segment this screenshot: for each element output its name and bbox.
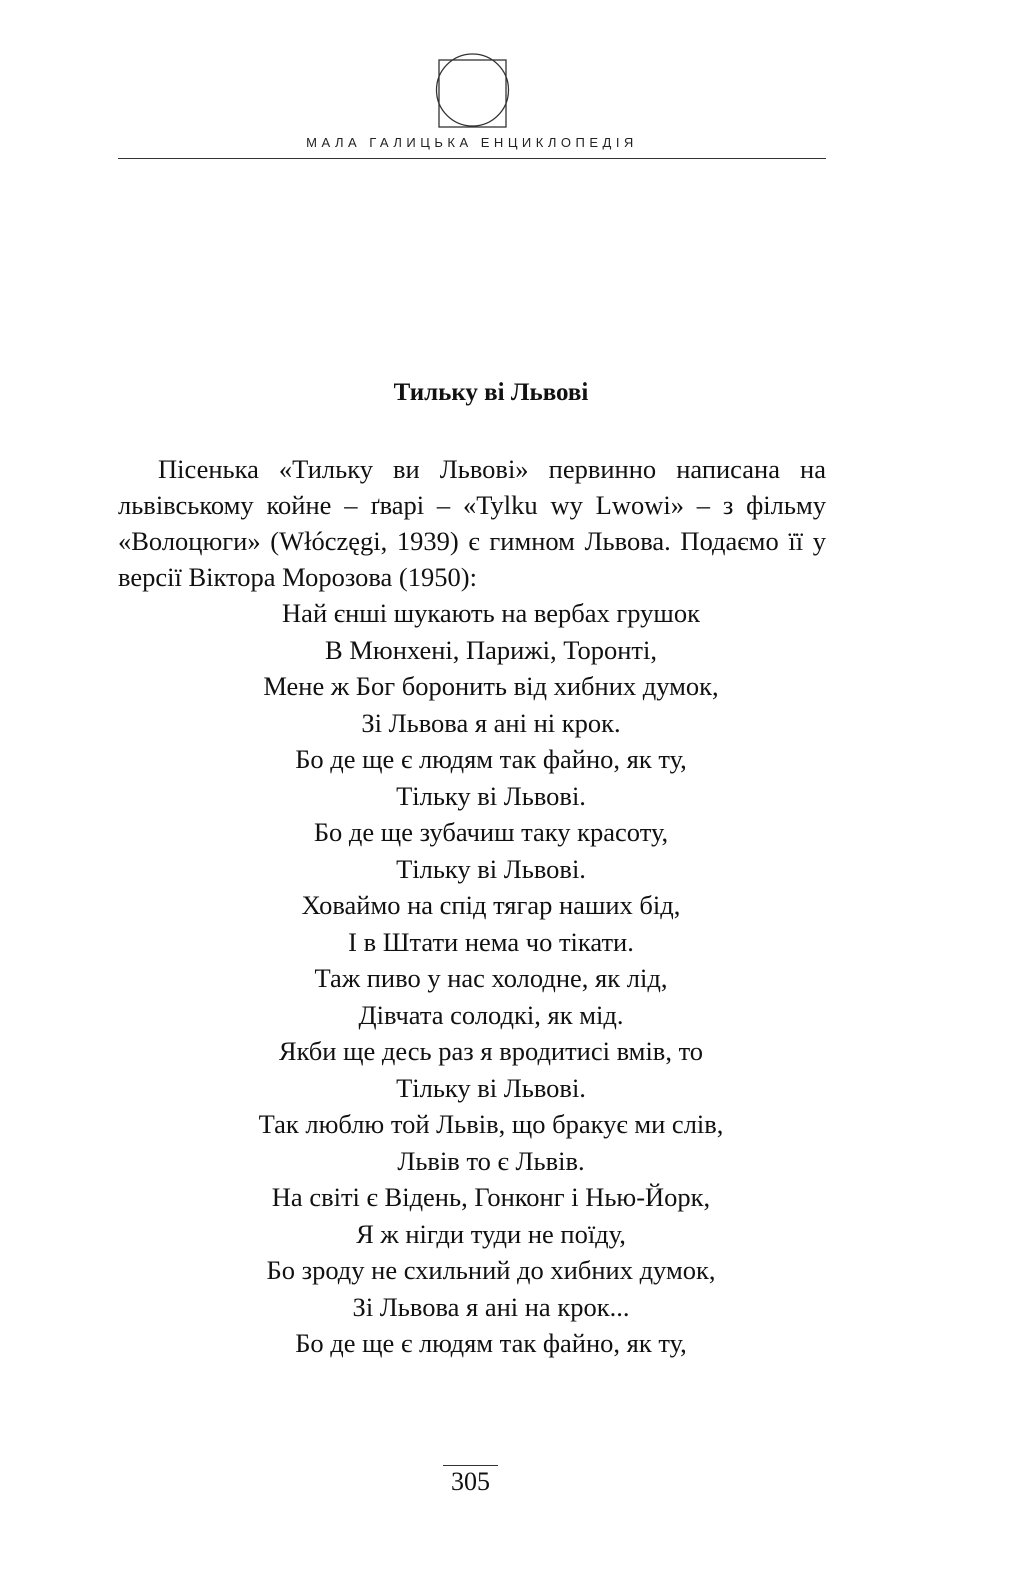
poem-line: Якби ще десь раз я вродитисі вмів, то xyxy=(278,1036,704,1066)
poem-lyrics xyxy=(118,595,864,1362)
poem-line: Мене ж Бог боронить від хибних думок, xyxy=(263,671,719,701)
article-title: Тильку ві Львові xyxy=(393,379,589,406)
poem-line: На світі є Відень, Гонконг і Нью-Йорк, xyxy=(271,1182,711,1212)
running-header-title: МАЛА ГАЛИЦЬКА ЕНЦИКЛОПЕДІЯ xyxy=(306,135,638,150)
poem-line: Най єнші шукають на вербах грушок xyxy=(282,598,700,628)
poem-line: Дівчата солодкі, як мід. xyxy=(358,999,624,1030)
poem-line: Бо де ще зубачиш таку красоту, xyxy=(313,817,669,847)
poem-line: Тільку ві Львові. xyxy=(396,853,586,884)
poem-line: Тільку ві Львові. xyxy=(396,780,586,811)
poem-line: Львів то є Львів. xyxy=(397,1145,585,1176)
poem-line: Ховаймо на спід тягар наших бід, xyxy=(301,890,681,920)
poem-line: Бо зроду не схильний до хибних думок, xyxy=(266,1255,716,1285)
page-number: 305 xyxy=(443,1465,498,1498)
poem-line: Зі Львова я ані ні крок. xyxy=(361,707,621,738)
poem-line: Бо де ще є людям так файно, як ту, xyxy=(295,1328,687,1358)
header-divider xyxy=(118,158,826,159)
intro-paragraph: Пісенька «Тильку ви Львові» первинно написана на львівському койне – ґварі – «Tylku wy Lwowi» – з фільму «Волоцюги» (Włóczęgi, 1939) є гимном Львова. Подаємо її у версії Віктора Морозова (1950): xyxy=(118,454,826,592)
poem-line: В Мюнхені, Парижі, Торонті, xyxy=(325,634,657,665)
poem-line: Тільку ві Львові. xyxy=(396,1072,586,1103)
poem-line: Таж пиво у нас холодне, як лід, xyxy=(314,963,668,993)
poem-line: Зі Львова я ані на крок... xyxy=(352,1291,630,1322)
poem-line: І в Штати нема чо тікати. xyxy=(348,926,634,957)
circle-square-logo-icon xyxy=(435,50,510,130)
poem-line: Бо де ще є людям так файно, як ту, xyxy=(295,744,687,774)
poem-line: Я ж нігди туди не поїду, xyxy=(356,1218,626,1249)
poem-line: Так люблю той Львів, що бракує ми слів, xyxy=(258,1109,724,1139)
